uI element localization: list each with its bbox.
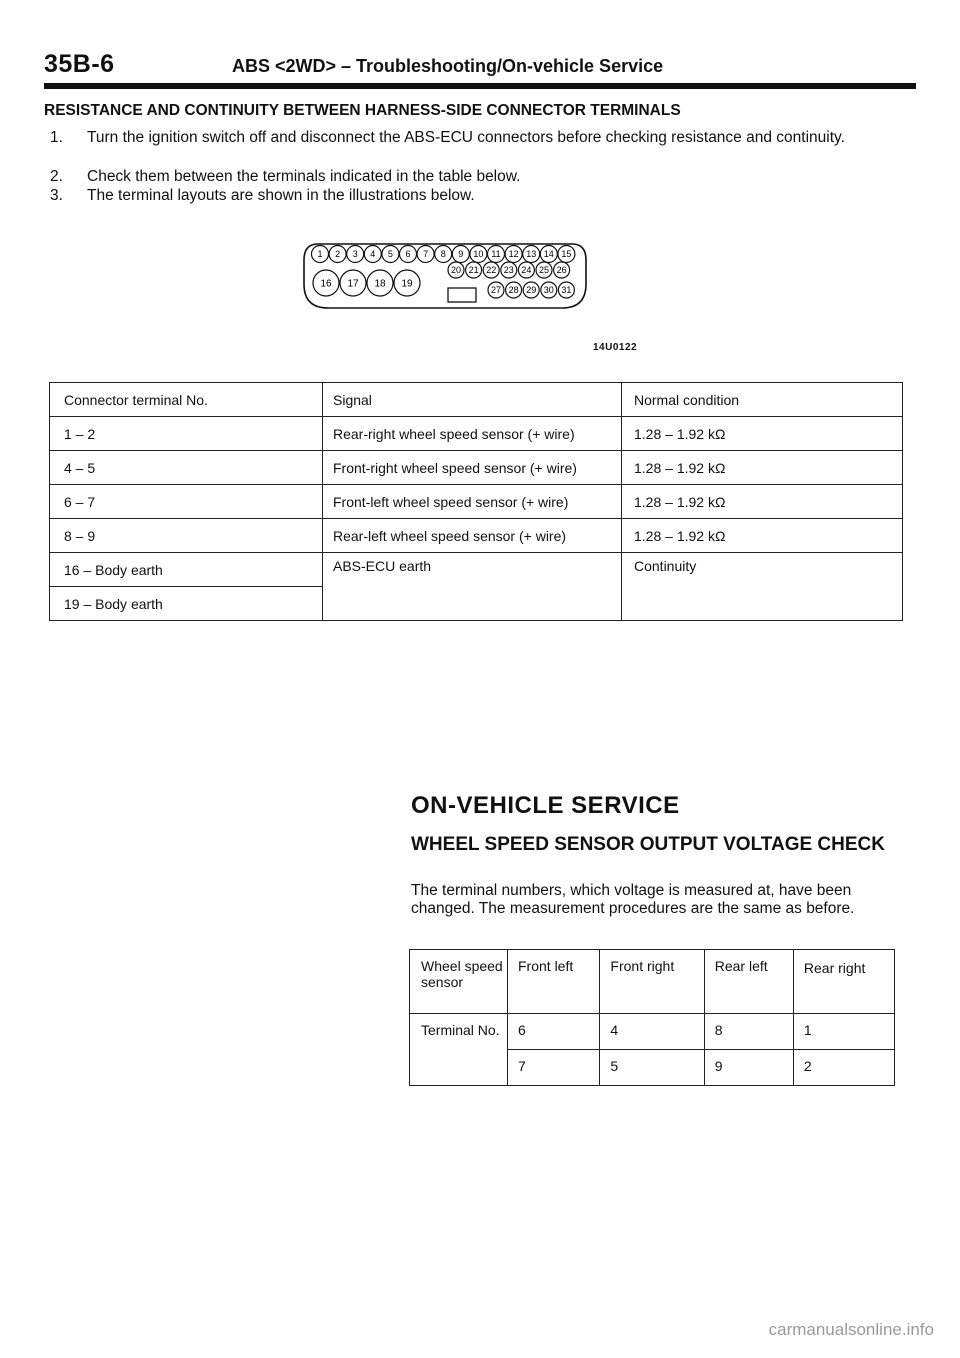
connector-pin	[312, 246, 329, 263]
table-cell: 5	[600, 1050, 704, 1086]
table-cell: 8	[704, 1014, 793, 1050]
connector-pin	[329, 246, 346, 263]
connector-pin	[488, 282, 504, 298]
connector-pin	[523, 282, 539, 298]
connector-pin	[367, 270, 393, 296]
table-cell: 1.28 – 1.92 kΩ	[622, 451, 903, 485]
header-cell: Front left	[508, 950, 600, 1014]
table-cell: 8 – 9	[50, 519, 323, 553]
section-heading: RESISTANCE AND CONTINUITY BETWEEN HARNESS-SIDE CONNECTOR TERMINALS	[44, 102, 681, 119]
connector-pin-label: 9	[458, 249, 464, 260]
table-cell: 16 – Body earth	[50, 553, 323, 587]
table-cell: 6	[508, 1014, 600, 1050]
connector-pin	[435, 246, 452, 263]
connector-pin	[452, 246, 469, 263]
connector-pin-label: 6	[405, 249, 411, 260]
table-row	[50, 417, 903, 451]
header-rule	[44, 83, 916, 89]
connector-pin	[518, 262, 534, 278]
header-cell: Rear right	[793, 950, 894, 1014]
connector-pin-label: 4	[370, 249, 376, 260]
connector-pin-label: 28	[508, 285, 519, 296]
connector-pin-label: 25	[538, 265, 550, 276]
table-cell: 4	[600, 1014, 704, 1050]
connector-pin	[505, 246, 522, 263]
table-header-row	[50, 383, 903, 417]
table-row	[410, 1014, 895, 1050]
on-vehicle-service-title: ON-VEHICLE SERVICE	[411, 792, 680, 819]
connector-pin	[536, 262, 552, 278]
row-label: Terminal No.	[410, 1014, 508, 1086]
connector-pin-label: 20	[450, 265, 462, 276]
connector-pin-label: 26	[556, 265, 567, 276]
connector-pin-label: 11	[491, 249, 501, 260]
watermark: carmanualsonline.info	[768, 1320, 934, 1339]
connector-pin	[347, 246, 364, 263]
connector-pin	[313, 270, 339, 296]
figure-code: 14U0122	[593, 342, 638, 353]
connector-pin	[382, 246, 399, 263]
connector-latch	[448, 288, 476, 302]
table-cell: 7	[508, 1050, 600, 1086]
connector-pin-label: 24	[521, 265, 532, 276]
connector-pin-label: 31	[561, 285, 572, 296]
connector-pin	[340, 270, 366, 296]
connector-pin	[540, 246, 557, 263]
procedure-note: The terminal numbers, which voltage is measured at, have been changed. The measurement procedures are the same as before.	[411, 882, 855, 917]
header-cell: Normal condition	[622, 383, 903, 417]
table-cell: Front-right wheel speed sensor (+ wire)	[323, 451, 622, 485]
connector-pin-label: 12	[508, 249, 519, 260]
connector-pin	[466, 262, 482, 278]
connector-pin	[364, 246, 381, 263]
table-row	[50, 485, 903, 519]
connector-pin-label: 7	[423, 249, 429, 260]
connector-pin-label: 3	[352, 249, 358, 260]
table-cell: 1.28 – 1.92 kΩ	[622, 519, 903, 553]
connector-pin-label: 16	[320, 278, 332, 290]
table-cell: Front-left wheel speed sensor (+ wire)	[323, 485, 622, 519]
connector-pin-label: 23	[503, 265, 514, 276]
header-cell: Rear left	[704, 950, 793, 1014]
connector-pin	[506, 282, 522, 298]
table-cell: 1	[793, 1014, 894, 1050]
connector-pin	[501, 262, 517, 278]
table-row	[50, 553, 903, 587]
step-number: 1.	[50, 129, 63, 146]
table-cell: 19 – Body earth	[50, 587, 323, 621]
connector-pin-label: 21	[468, 265, 479, 276]
step-text: The terminal layouts are shown in the illustrations below.	[87, 187, 475, 204]
connector-diagram	[300, 238, 590, 318]
table-cell: ABS-ECU earth	[323, 553, 622, 621]
table-cell: 1.28 – 1.92 kΩ	[622, 485, 903, 519]
connector-pin-label: 29	[526, 285, 537, 296]
connector-pin	[417, 246, 434, 263]
page-title: ABS <2WD> – Troubleshooting/On-vehicle Service	[232, 56, 664, 76]
connector-pin	[470, 246, 487, 263]
table-cell: 9	[704, 1050, 793, 1086]
connector-pin	[554, 262, 570, 278]
table-cell: 2	[793, 1050, 894, 1086]
connector-pin-label: 27	[490, 285, 502, 296]
wheel-speed-sensor-check-heading: WHEEL SPEED SENSOR OUTPUT VOLTAGE CHECK	[411, 834, 885, 855]
table-cell: Rear-right wheel speed sensor (+ wire)	[323, 417, 622, 451]
connector-pin-label: 18	[374, 278, 386, 290]
connector-pin-label: 15	[561, 249, 572, 260]
step-number: 3.	[50, 187, 63, 204]
connector-pin	[400, 246, 417, 263]
connector-pin-label: 2	[335, 249, 341, 260]
connector-pin-label: 30	[543, 285, 554, 296]
table-cell: 1 – 2	[50, 417, 323, 451]
table-row	[50, 519, 903, 553]
table-cell: 6 – 7	[50, 485, 323, 519]
connector-pin	[558, 246, 575, 263]
connector-pin-label: 17	[347, 278, 359, 290]
header-cell: Front right	[600, 950, 704, 1014]
wheel-speed-sensor-table	[409, 949, 895, 1086]
connector-pin	[523, 246, 540, 263]
step-text: Check them between the terminals indicated in the table below.	[87, 168, 521, 185]
table-row	[50, 451, 903, 485]
step-number: 2.	[50, 168, 63, 185]
connector-pin	[448, 262, 464, 278]
connector-pin-label: 22	[486, 265, 497, 276]
connector-pin-label: 8	[440, 249, 446, 260]
step-text: Turn the ignition switch off and disconnect the ABS-ECU connectors before checking resistance and continuity.	[87, 129, 845, 146]
resistance-table	[49, 382, 903, 621]
connector-pin-label: 19	[401, 278, 413, 290]
connector-pin-label: 14	[543, 249, 554, 260]
table-header-row	[410, 950, 895, 1014]
table-cell: Continuity	[622, 553, 903, 621]
connector-pin-label: 10	[473, 249, 484, 260]
connector-pin-label: 1	[317, 249, 323, 260]
header-cell: Connector terminal No.	[50, 383, 323, 417]
header-cell: Signal	[323, 383, 622, 417]
table-cell: 1.28 – 1.92 kΩ	[622, 417, 903, 451]
connector-pin	[558, 282, 574, 298]
connector-pin	[483, 262, 499, 278]
connector-pin-label: 5	[387, 249, 393, 260]
page-number: 35B-6	[44, 50, 115, 78]
connector-pin-label: 13	[526, 249, 537, 260]
row-label: Wheel speed sensor	[410, 950, 508, 1014]
connector-pin	[541, 282, 557, 298]
table-cell: 4 – 5	[50, 451, 323, 485]
connector-pin	[394, 270, 420, 296]
table-cell: Rear-left wheel speed sensor (+ wire)	[323, 519, 622, 553]
connector-pin	[488, 246, 505, 263]
